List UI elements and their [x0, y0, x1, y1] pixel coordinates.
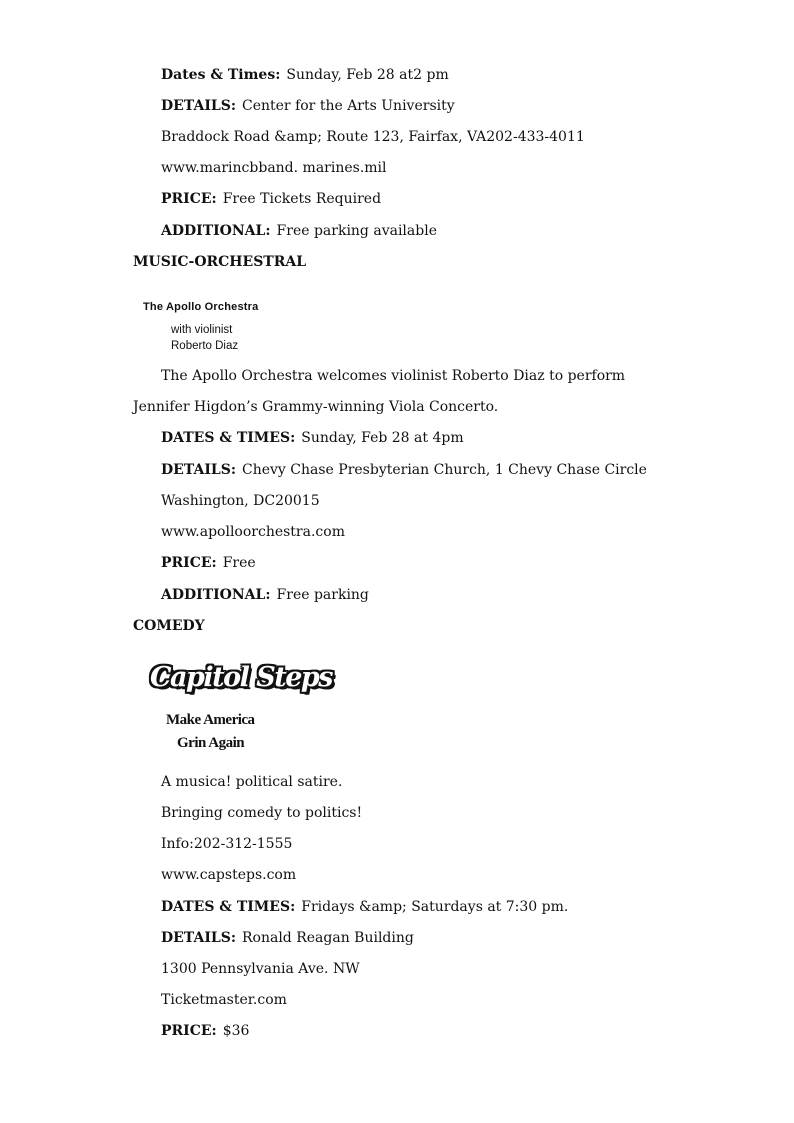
comedy-address: 1300 Pennsylvania Ave. NW [161, 961, 360, 977]
additional-label: ADDITIONAL: [161, 223, 271, 239]
marine-website: www.marincbband. marines.mil [161, 160, 387, 176]
details-label: DETAILS: [161, 98, 236, 114]
additional-value: Free parking [276, 587, 369, 603]
apollo-logo-line1: with violinist [171, 324, 233, 336]
price-value: Free [222, 555, 256, 571]
orchestral-details [161, 460, 647, 480]
apollo-logo-line2: Roberto Diaz [171, 340, 239, 352]
additional-value: Free parking available [276, 223, 437, 239]
orchestral-desc-line2: Jennifer Higdon’s Grammy-winning Viola Concerto. [133, 399, 499, 415]
details-label: DETAILS: [161, 930, 236, 946]
marine-dates [161, 65, 449, 85]
orchestral-desc-line1: The Apollo Orchestra welcomes violinist Roberto Diaz to perform [161, 368, 626, 384]
details-value: Center for the Arts University [242, 98, 455, 114]
comedy-line2: Bringing comedy to politics! [161, 805, 363, 821]
dates-value: Sunday, Feb 28 at 4pm [301, 430, 464, 446]
price-label: PRICE: [161, 191, 217, 207]
comedy-details [161, 928, 414, 948]
details-value: Chevy Chase Presbyterian Church, 1 Chevy Chase Circle [242, 462, 647, 478]
comedy-price [161, 1021, 249, 1041]
comedy-ticket: Ticketmaster.com [161, 992, 287, 1008]
orchestral-website: www.apolloorchestra.com [161, 524, 345, 540]
comedy-line1: A musica! political satire. [161, 774, 343, 790]
additional-label: ADDITIONAL: [161, 587, 271, 603]
dates-value: Sunday, Feb 28 at2 pm [286, 67, 449, 83]
orchestral-dates [161, 428, 464, 448]
price-value: $36 [222, 1023, 250, 1039]
marine-address: Braddock Road &amp; Route 123, Fairfax, VA202-433-4011 [161, 129, 585, 145]
dates-value: Fridays &amp; Saturdays at 7:30 pm. [301, 899, 569, 915]
capitol-steps-line1: Make America [166, 712, 255, 728]
price-value: Free Tickets Required [222, 191, 382, 207]
dates-label: DATES & TIMES: [161, 430, 296, 446]
orchestral-address: Washington, DC20015 [161, 493, 320, 509]
comedy-info: Info:202-312-1555 [161, 836, 293, 852]
dates-label: Dates & Times: [161, 67, 281, 83]
marine-additional [161, 221, 437, 241]
price-label: PRICE: [161, 555, 217, 571]
dates-label: DATES & TIMES: [161, 899, 296, 915]
capitol-steps-line2: Grin Again [177, 735, 245, 751]
details-value: Ronald Reagan Building [242, 930, 414, 946]
section-heading-comedy: COMEDY [133, 618, 205, 634]
comedy-dates [161, 897, 568, 917]
marine-price [161, 189, 381, 209]
price-label: PRICE: [161, 1023, 217, 1039]
orchestral-price [161, 553, 256, 573]
orchestral-additional [161, 585, 369, 605]
details-label: DETAILS: [161, 462, 236, 478]
apollo-logo-title: The Apollo Orchestra [143, 301, 259, 313]
comedy-website: www.capsteps.com [161, 867, 297, 883]
capitol-steps-wordmark: Capitol Steps [150, 662, 332, 693]
section-heading-orchestral: MUSIC-ORCHESTRAL [133, 254, 307, 270]
marine-details [161, 96, 455, 116]
